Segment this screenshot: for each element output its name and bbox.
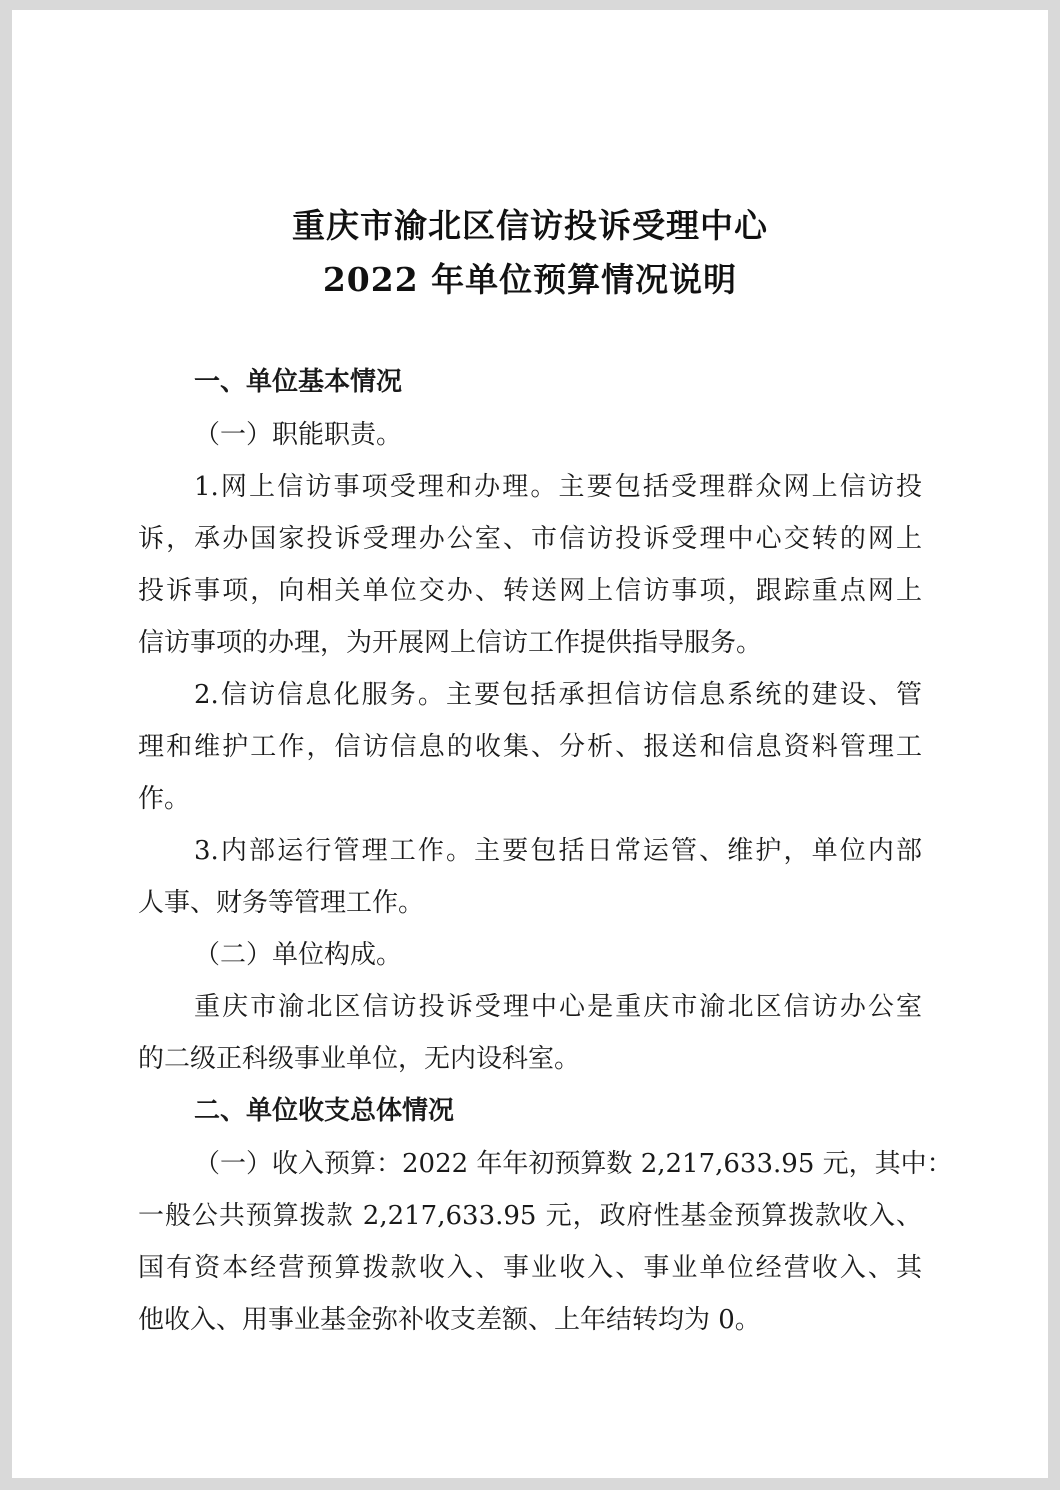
duty1-line4: 信访事项的办理，为开展网上信访工作提供指导服务。 xyxy=(138,628,763,658)
section1-subheading-duties: （一）职能职责。 xyxy=(194,420,403,450)
duty3-line2: 人事、财务等管理工作。 xyxy=(138,888,425,918)
composition-line2: 的二级正科级事业单位，无内设科室。 xyxy=(138,1044,581,1074)
document-page xyxy=(12,10,1048,1478)
income-line2: 一般公共预算拨款 2,217,633.95 元，政府性基金预算拨款收入、 xyxy=(138,1201,922,1231)
income-line1: （一）收入预算：2022 年年初预算数 2,217,633.95 元，其中： xyxy=(194,1149,953,1179)
composition-line1: 重庆市渝北区信访投诉受理中心是重庆市渝北区信访办公室 xyxy=(194,992,922,1022)
duty3-line1: 3.内部运行管理工作。主要包括日常运管、维护，单位内部 xyxy=(194,836,922,866)
section1-heading: 一、单位基本情况 xyxy=(194,367,403,397)
income-line3: 国有资本经营预算拨款收入、事业收入、事业单位经营收入、其 xyxy=(138,1253,922,1283)
duty1-line1: 1.网上信访事项受理和办理。主要包括受理群众网上信访投 xyxy=(194,472,922,502)
document-title-line1: 重庆市渝北区信访投诉受理中心 xyxy=(292,206,768,245)
duty2-line3: 作。 xyxy=(138,784,191,814)
section1-subheading-composition: （二）单位构成。 xyxy=(194,940,403,970)
duty1-line3: 投诉事项，向相关单位交办、转送网上信访事项，跟踪重点网上 xyxy=(138,576,922,606)
section2-heading: 二、单位收支总体情况 xyxy=(194,1096,455,1126)
duty1-line2: 诉，承办国家投诉受理办公室、市信访投诉受理中心交转的网上 xyxy=(138,524,922,554)
document-title-line2: 2022 年单位预算情况说明 xyxy=(322,260,738,299)
duty2-line1: 2.信访信息化服务。主要包括承担信访信息系统的建设、管 xyxy=(194,680,922,710)
income-line4: 他收入、用事业基金弥补收支差额、上年结转均为 0。 xyxy=(138,1305,761,1335)
duty2-line2: 理和维护工作，信访信息的收集、分析、报送和信息资料管理工 xyxy=(138,732,922,762)
